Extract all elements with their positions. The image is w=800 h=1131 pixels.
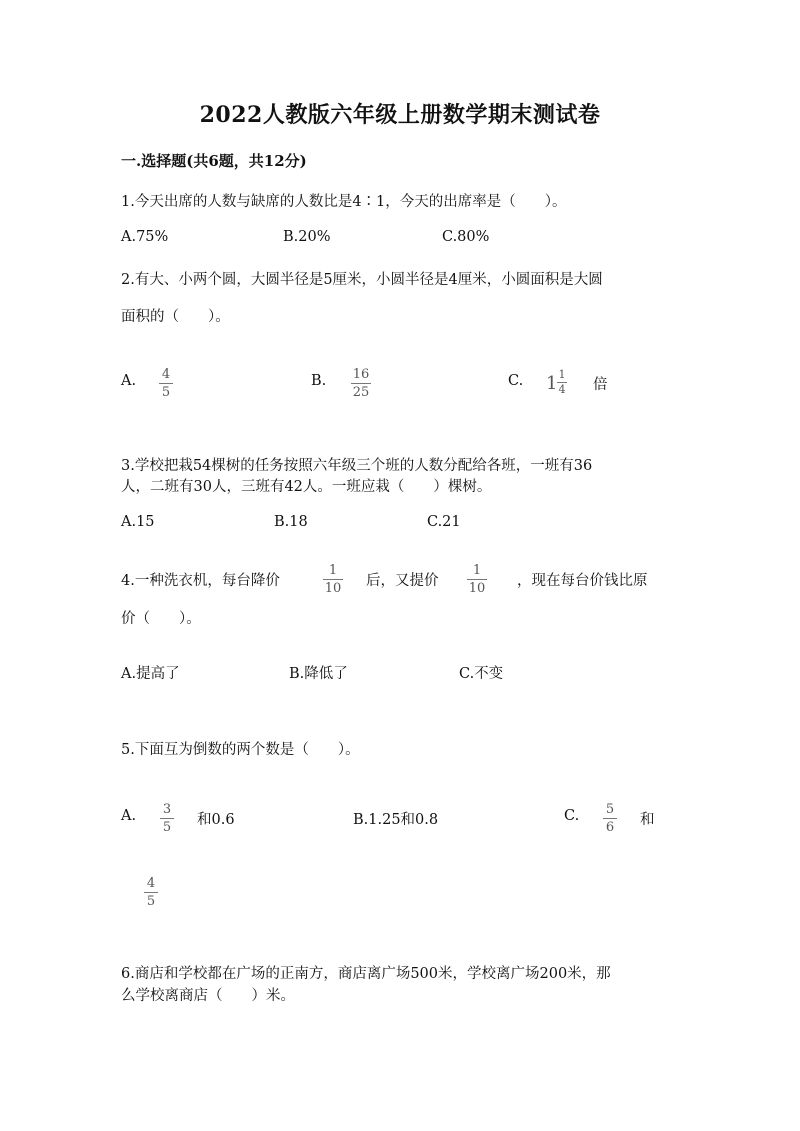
question-2-line-2: 面积的（ ）。: [121, 309, 230, 325]
question-2-option-c-suffix: 倍: [593, 377, 608, 393]
question-4-fraction-2: [467, 563, 487, 596]
fraction-numerator: 5: [605, 802, 615, 817]
question-4-fraction-1: [323, 563, 343, 596]
fraction-denominator: 5: [161, 385, 171, 400]
question-5-option-a-fraction: [160, 802, 174, 835]
mixed-whole: 1: [546, 373, 558, 394]
fraction-denominator: 10: [468, 581, 486, 596]
question-4-text-part-3: ，现在每台价钱比原: [517, 573, 648, 589]
question-5-option-c-label: C.: [564, 808, 580, 824]
section-heading: 一.选择题(共6题，共12分): [121, 152, 307, 170]
question-1-option-a: A.75%: [121, 229, 169, 245]
question-4-option-b: B.降低了: [289, 666, 348, 682]
question-4-text-part-1: 4.一种洗衣机，每台降价: [121, 573, 280, 589]
fraction-numerator: 4: [161, 367, 171, 382]
question-3-option-b: B.18: [274, 514, 308, 530]
fraction-denominator: 10: [324, 581, 342, 596]
question-6-line-2: 么学校离商店（ ）米。: [121, 988, 295, 1004]
fraction-numerator: 16: [352, 367, 370, 382]
fraction-numerator: 1: [328, 563, 338, 578]
question-2-option-c-label: C.: [508, 373, 524, 389]
fraction-numerator: 1: [558, 368, 566, 381]
fraction-denominator: 6: [605, 820, 615, 835]
fraction-numerator: 4: [146, 876, 156, 891]
fraction-denominator: 4: [558, 383, 566, 396]
question-1-option-b: B.20%: [283, 229, 331, 245]
question-2-option-c-mixed-number: [546, 369, 570, 401]
question-1-text: 1.今天出席的人数与缺席的人数比是4∶1，今天的出席率是（ ）。: [121, 194, 567, 210]
question-4-option-a: A.提高了: [121, 666, 180, 682]
question-2-option-a-label: A.: [121, 373, 137, 389]
question-5-option-a-suffix: 和0.6: [197, 812, 235, 828]
question-5-option-c-fraction-2: [144, 876, 158, 909]
question-3-option-a: A.15: [121, 514, 155, 530]
fraction-denominator: 25: [352, 385, 370, 400]
fraction-numerator: 1: [472, 563, 482, 578]
question-2-option-b-fraction: [351, 367, 371, 400]
question-5-option-a-label: A.: [121, 808, 137, 824]
question-4-option-c: C.不变: [459, 666, 504, 682]
question-4-line-2: 价（ ）。: [121, 611, 201, 627]
question-4-text-part-2: 后，又提价: [366, 573, 439, 589]
question-3-option-c: C.21: [427, 514, 461, 530]
question-3-line-2: 人，二班有30人，三班有42人。一班应栽（ ）棵树。: [121, 479, 492, 495]
question-2-option-a-fraction: [159, 367, 173, 400]
question-1-option-c: C.80%: [442, 229, 490, 245]
fraction-numerator: 3: [162, 802, 172, 817]
page-title: 2022人教版六年级上册数学期末测试卷: [199, 102, 601, 128]
question-3-line-1: 3.学校把栽54棵树的任务按照六年级三个班的人数分配给各班，一班有36: [121, 458, 593, 474]
question-2-line-1: 2.有大、小两个圆，大圆半径是5厘米，小圆半径是4厘米，小圆面积是大圆: [121, 272, 603, 288]
fraction-denominator: 5: [162, 820, 172, 835]
question-5-text: 5.下面互为倒数的两个数是（ ）。: [121, 742, 360, 758]
fraction-denominator: 5: [146, 894, 156, 909]
question-5-option-c-suffix: 和: [640, 812, 655, 828]
question-2-option-b-label: B.: [311, 373, 327, 389]
question-5-option-b: B.1.25和0.8: [353, 812, 439, 828]
question-5-option-c-fraction: [603, 802, 617, 835]
question-6-line-1: 6.商店和学校都在广场的正南方，商店离广场500米，学校离广场200米，那: [121, 966, 611, 982]
